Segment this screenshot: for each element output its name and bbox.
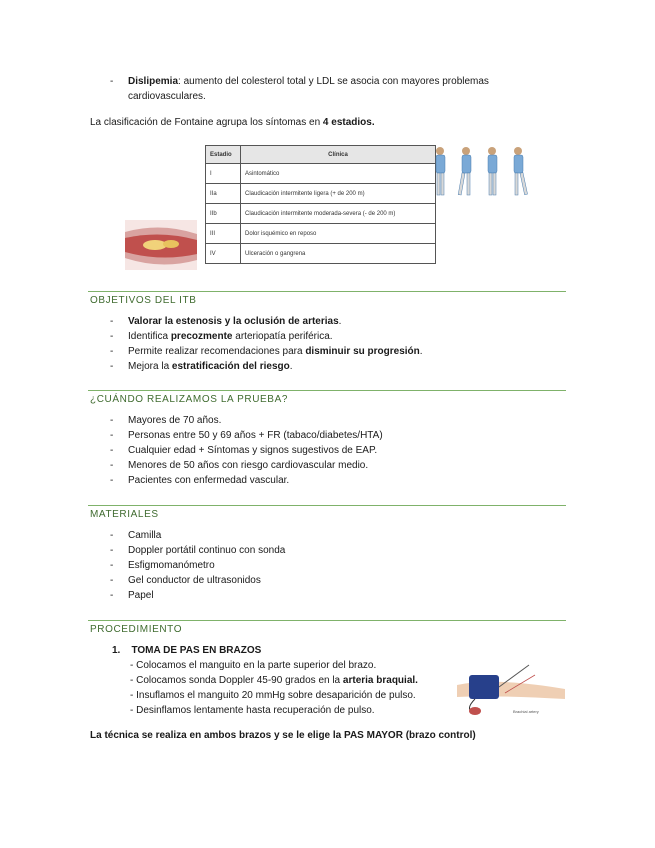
fontaine-intro (90, 117, 375, 128)
list-item-text (128, 346, 423, 357)
list-item-bold: disminuir su progresión (305, 346, 420, 357)
list-item-text (128, 361, 293, 372)
fontaine-table (205, 145, 436, 264)
cell-estadio: I (206, 164, 241, 184)
dislipemia-term: Dislipemia (128, 76, 179, 87)
section-divider (88, 390, 566, 391)
list-item-text: Mayores de 70 años. (128, 415, 222, 426)
materiales-title: MATERIALES (90, 509, 159, 520)
dislipemia-line1 (128, 76, 489, 87)
objetivos-title: OBJETIVOS DEL ITB (90, 295, 197, 306)
cell-clinica: Claudicación intermitente ligera (+ de 200 m) (241, 184, 436, 204)
section-divider (88, 291, 566, 292)
header-estadio: Estadio (206, 146, 241, 164)
dislipemia-desc: : aumento del colesterol total y LDL se asocia con mayores problemas (178, 76, 489, 87)
procedure-line-bold: arteria braquial. (342, 675, 418, 686)
list-item-text: Doppler portátil continuo con sonda (128, 545, 286, 556)
list-item-text (128, 331, 333, 342)
bullet-dash: - (110, 316, 114, 327)
image-caption: Brachial artery (513, 709, 539, 714)
list-item-text: Gel conductor de ultrasonidos (128, 575, 261, 586)
procedure-line: - Colocamos el manguito en la parte superior del brazo. (130, 660, 377, 671)
bullet-dash: - (110, 430, 114, 441)
list-item-pre: Mejora la (128, 361, 172, 372)
bullet-dash: - (110, 445, 114, 456)
list-item-rest: . (419, 346, 423, 357)
list-item-text: Camilla (128, 530, 162, 541)
list-item-rest: . (289, 361, 293, 372)
cell-estadio: IIb (206, 204, 241, 224)
artery-illustration (125, 220, 197, 270)
step-heading (112, 645, 261, 656)
cell-estadio: III (206, 224, 241, 244)
list-item-text: Personas entre 50 y 69 años + FR (tabaco/diabetes/HTA) (128, 430, 383, 441)
list-item-pre: Identifica (128, 331, 171, 342)
section-divider (88, 505, 566, 506)
bullet-dash: - (110, 415, 114, 426)
list-item-rest: arteriopatía periférica. (232, 331, 333, 342)
procedure-line: - Insuflamos el manguito 20 mmHg sobre desaparición de pulso. (130, 690, 416, 701)
step-number: 1. (112, 645, 121, 656)
list-item-text: Menores de 50 años con riesgo cardiovascular medio. (128, 460, 369, 471)
cell-estadio: IV (206, 244, 241, 264)
list-item-bold: Valorar la estenosis y la oclusión de arterias (128, 316, 339, 327)
bullet-dash: - (110, 346, 114, 357)
conclusion-text: La técnica se realiza en ambos brazos y se le elige la PAS MAYOR (brazo control) (90, 730, 476, 741)
bullet-dash: - (110, 560, 114, 571)
list-item-text (128, 316, 341, 327)
cell-clinica: Asintomático (241, 164, 436, 184)
bullet-dash: - (110, 460, 114, 471)
table-row (206, 244, 436, 264)
list-item-text: Papel (128, 590, 154, 601)
cell-clinica: Claudicación intermitente moderada-severa (- de 200 m) (241, 204, 436, 224)
fontaine-intro-text: La clasificación de Fontaine agrupa los síntomas en (90, 117, 323, 128)
bullet-dash: - (110, 545, 114, 556)
bullet-dash: - (110, 590, 114, 601)
procedure-line-text: - Colocamos sonda Doppler 45-90 grados en la (130, 675, 343, 686)
list-item-bold: estratificación del riesgo (171, 361, 290, 372)
bullet-dash: - (110, 361, 114, 372)
table-row (206, 204, 436, 224)
cell-clinica: Dolor isquémico en reposo (241, 224, 436, 244)
table-row (206, 184, 436, 204)
list-item-text: Esfigmomanómetro (128, 560, 215, 571)
bullet-dash: - (110, 475, 114, 486)
cell-clinica: Ulceración o gangrena (241, 244, 436, 264)
fontaine-intro-bold: 4 estadios. (322, 117, 375, 128)
blood-pressure-cuff-illustration (455, 655, 567, 717)
claudication-figures-illustration (428, 145, 532, 207)
table-row (206, 164, 436, 184)
table-header-row (206, 146, 436, 164)
bullet-dash: - (110, 530, 114, 541)
cuando-title: ¿CUÁNDO REALIZAMOS LA PRUEBA? (90, 394, 289, 405)
table-row (206, 224, 436, 244)
procedimiento-title: PROCEDIMIENTO (90, 624, 183, 635)
section-divider (88, 620, 566, 621)
list-item-pre: Permite realizar recomendaciones para (128, 346, 306, 357)
list-item-text: Cualquier edad + Síntomas y signos sugestivos de EAP. (128, 445, 378, 456)
cell-estadio: IIa (206, 184, 241, 204)
step-title: TOMA DE PAS EN BRAZOS (131, 645, 262, 656)
bullet-dash: - (110, 76, 114, 87)
list-item-text: Pacientes con enfermedad vascular. (128, 475, 290, 486)
header-clinica: Clínica (241, 146, 436, 164)
bullet-dash: - (110, 331, 114, 342)
dislipemia-line2: cardiovasculares. (128, 91, 206, 102)
procedure-line (130, 675, 418, 686)
list-item-bold: precozmente (170, 331, 233, 342)
bullet-dash: - (110, 575, 114, 586)
procedure-line: - Desinflamos lentamente hasta recuperación de pulso. (130, 705, 375, 716)
list-item-rest: . (338, 316, 342, 327)
